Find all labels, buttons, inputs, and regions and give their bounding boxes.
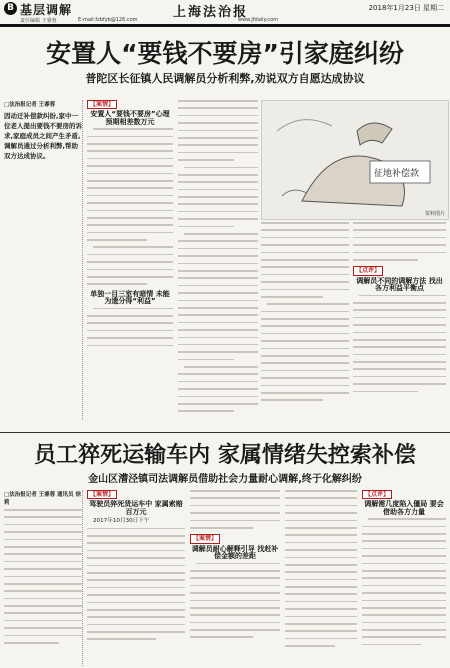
website: www.jfdaily.com <box>238 17 279 23</box>
story1-col3 <box>261 222 349 428</box>
story1-headline: 安置人“要钱不要房”引家庭纠纷 <box>46 39 404 68</box>
story1-byline: □法治报记者 王睿蓉 <box>4 102 56 108</box>
story1-col4 <box>353 222 446 428</box>
story2-col3 <box>285 490 357 666</box>
story2-col1 <box>87 490 185 666</box>
header-rule <box>0 24 450 27</box>
story2-date: 2017年10月30日下午 <box>93 518 150 525</box>
photo-caption: 资料图片 <box>424 211 445 217</box>
story2-comment-tag: 【点评】 <box>362 490 392 499</box>
story1-col1 <box>87 100 173 428</box>
story2-mediation-tag: 【案情】 <box>190 534 220 543</box>
issue-date: 2018年1月23日 星期二 <box>368 4 444 12</box>
story2-col2 <box>190 490 280 666</box>
story1-lead-box <box>4 100 83 420</box>
story1-comment-tag: 【点评】 <box>353 266 383 275</box>
editor-email: E-mail:fzbfyb@126.com <box>78 17 138 23</box>
story2-subhead2: 调解员耐心解释引导 找赶补偿金额的差距 <box>191 544 279 561</box>
story1-photo <box>261 100 449 220</box>
header-meta <box>0 17 450 24</box>
section-logo: B <box>4 2 17 15</box>
story1-subheadline: 普陀区长征镇人民调解员分析利弊,劝说双方自愿达成协议 <box>85 72 365 85</box>
story1-lead: 因动迁补偿款纠纷,家中一位老人提出要钱不要房的诉求,家庭成员之间产生矛盾,调解员通过分析利弊,帮助双方达成协议。 <box>4 112 82 160</box>
story1-col1-text <box>87 128 173 285</box>
money-bag-illustration <box>262 101 448 219</box>
photo-label: 征地补偿款 <box>374 169 420 179</box>
story2-subhead3: 调解需几度陷入僵局 要会借助各方力量 <box>364 500 444 516</box>
story2-col4 <box>362 490 446 666</box>
story2-lead-box <box>4 490 83 666</box>
story1-subhead3: 调解员不同的调解方法 找出各方利益平衡点 <box>356 276 443 293</box>
story2-subhead1: 驾驶员猝死货运车中 家属索赔百万元 <box>89 500 183 516</box>
story1-subhead2: 单独一目三室有暗情 未能为遗分得“利益” <box>90 289 170 306</box>
story2-subheadline: 金山区漕泾镇司法调解员借助社会力量耐心调解,终于化解纠纷 <box>88 474 362 485</box>
story1-subhead1: 安置人“要钱不要房”心理预期相差数万元 <box>90 110 170 126</box>
story1-col2 <box>178 100 258 428</box>
editor-credit: 责任编辑 王睿蓉 <box>20 18 57 24</box>
story2-case-tag: 【案情】 <box>87 490 117 499</box>
story2-byline: □法治报记者 王睿蓉 通讯员 徐莉 <box>4 492 81 506</box>
story-divider <box>0 432 450 433</box>
section-title: 基层调解 <box>20 3 73 17</box>
story2-headline: 员工猝死运输车内 家属情绪失控索补偿 <box>34 443 416 468</box>
masthead: 上海法治报 <box>173 5 249 20</box>
story1-case-tag: 【案情】 <box>87 100 117 109</box>
